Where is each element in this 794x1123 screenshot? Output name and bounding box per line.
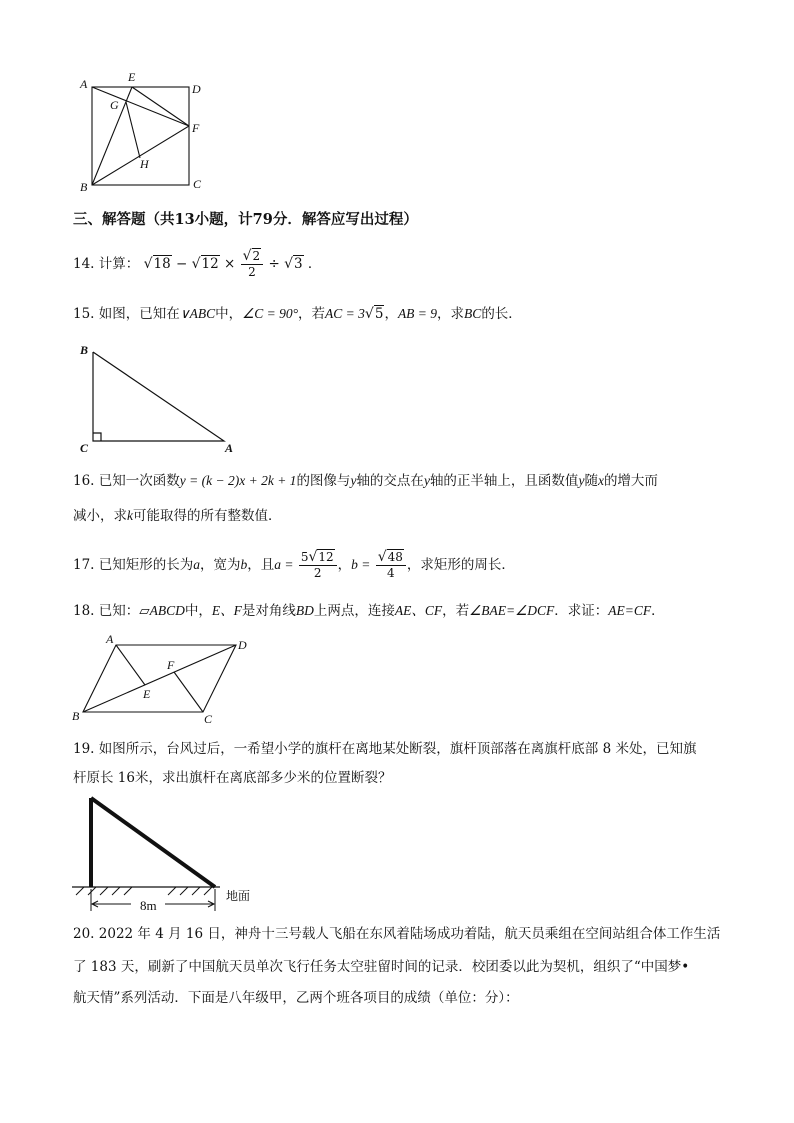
question-number: 17. (73, 557, 95, 573)
segment-cf (174, 672, 203, 712)
question-number: 14. (73, 256, 95, 272)
flagpole-broken (91, 798, 215, 887)
right-angle-mark (93, 433, 101, 441)
segment-ae (116, 645, 145, 685)
segment-bf (92, 126, 189, 185)
question-14: 14. 计算： √18 − √12 × $\frac{√2}{2}$ ÷ √3 ． (73, 248, 322, 279)
question-20-line-3: 航天情”系列活动．下面是八年级甲，乙两个班各项目的成绩（单位：分）： (73, 990, 519, 1006)
question-17: 17. 已知矩形的长为a，宽为b，且a = $\frac{5√12}{2}$ ，b = $\frac{√48}{4}$ ，求矩形的周长． (73, 549, 515, 580)
label-a: A (80, 77, 88, 91)
figure-parallelogram (68, 630, 268, 726)
label-g: G (110, 98, 119, 112)
question-16: 16. 已知一次函数y = (k − 2)x + 2k + 1的图像与y轴的交点在y轴的正半轴上，且函数值y随x的增大而 (73, 473, 658, 489)
question-16-line-2: 减小，求k可能取得的所有整数值． (73, 508, 282, 524)
figure-flagpole (68, 794, 278, 920)
triangle-abc (93, 352, 224, 441)
ground-label: 地面 (226, 889, 251, 903)
fraction: $\frac{√2}{2}$ (241, 249, 264, 280)
diagonal-bd (83, 645, 236, 712)
label-c: C (80, 441, 89, 455)
label-d: D (192, 82, 201, 96)
figure-square-abcd (74, 66, 214, 196)
label-b: B (72, 709, 80, 723)
section-title: 三、解答题（共13小题，计79分．解答应写出过程） (73, 211, 418, 228)
question-number: 19. (73, 741, 95, 757)
question-19-line-2: 杆原长 16米，求出旗杆在离底部多少米的位置断裂？ (73, 770, 392, 786)
label-h: H (140, 157, 149, 171)
ground-hatch (76, 887, 212, 895)
question-number: 15. (73, 306, 95, 322)
fraction-a: $\frac{5√12}{2}$ (299, 550, 337, 581)
label-e: E (143, 687, 151, 701)
question-18: 18. 已知：▱ABCD中，E、F是对角线BD上两点，连接AE、CF，若∠BAE=∠DCF．求证：AE=CF． (73, 603, 665, 619)
question-20: 20. 2022 年 4 月 16 日，神舟十三号载人飞船在东风着陆场成功着陆，航天员乘组在空间站组合体工作生活 (73, 926, 721, 942)
label-b: B (80, 180, 88, 194)
label-a: A (106, 632, 114, 646)
label-e: E (128, 70, 136, 84)
label-c: C (204, 712, 213, 726)
distance-label: 8m (140, 898, 157, 913)
label-f: F (192, 121, 200, 135)
question-15: 15. 如图，已知在∨ABC中，∠C = 90°，若AC = 3√5，AB = 9，求BC的长． (73, 306, 522, 322)
question-number: 16. (73, 473, 95, 489)
label-f: F (167, 658, 175, 672)
segment-gh (126, 102, 140, 158)
fraction-b: $\frac{√48}{4}$ (376, 550, 406, 581)
label-b: B (80, 343, 89, 357)
question-20-line-2: 了 183 天，刷新了中国航天员单次飞行任务太空驻留时间的记录．校团委以此为契机，组织了“中国梦• (73, 959, 690, 975)
label-c: C (193, 177, 202, 191)
label-d: D (238, 638, 247, 652)
label-a: A (225, 441, 234, 455)
question-19: 19. 如图所示，台风过后，一希望小学的旗杆在离地某处断裂，旗杆顶部落在离旗杆底部 8 米处，已知旗 (73, 741, 697, 757)
question-number: 18. (73, 603, 95, 619)
figure-right-triangle (76, 338, 246, 458)
